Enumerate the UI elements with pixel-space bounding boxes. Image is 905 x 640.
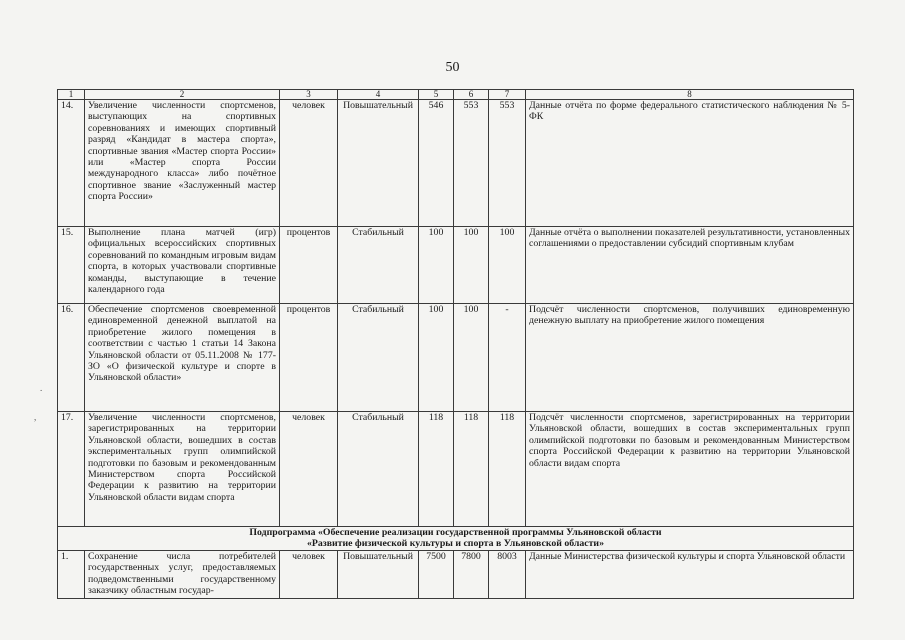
data-source-cell: Данные отчёта о выполнении показателей результативности, установленных соглашениями о предоставлении субсидий спортивным клубам — [526, 227, 854, 304]
value-cell: 118 — [454, 412, 489, 527]
value-cell: 118 — [419, 412, 454, 527]
table-row — [58, 227, 854, 304]
column-number: 7 — [489, 90, 526, 100]
unit-cell: человек — [280, 100, 338, 227]
unit-cell: человек — [280, 551, 338, 599]
unit-cell: процентов — [280, 304, 338, 412]
row-number: 17. — [58, 412, 85, 527]
row-number: 1. — [58, 551, 85, 599]
column-number: 8 — [526, 90, 854, 100]
data-source-cell: Данные Министерства физической культуры и спорта Ульяновской области — [526, 551, 854, 599]
data-source-cell: Подсчёт численности спортсменов, получивших единовременную денежную выплату на приобретение жилого помещения — [526, 304, 854, 412]
indicator-name: Выполнение плана матчей (игр) официальных всероссийских спортивных соревнований по командным игровым видам спорта, в которых участвовали спортивные команды, выступающие в течение календарного года — [85, 227, 280, 304]
subprogram-heading-row — [58, 527, 854, 551]
row-number: 16. — [58, 304, 85, 412]
column-number: 1 — [58, 90, 85, 100]
column-number: 6 — [454, 90, 489, 100]
subprogram-heading-line: «Развитие физической культуры и спорта в Ульяновской области» — [307, 538, 604, 550]
table-row — [58, 100, 854, 227]
indicator-name: Сохранение числа потребителей государственных услуг, предоставляемых подведомственными государственному заказчику областным государ- — [85, 551, 280, 599]
trend-type-cell: Стабильный — [338, 304, 419, 412]
page-number: 50 — [445, 60, 460, 75]
indicators-table — [57, 89, 854, 599]
row-number: 14. — [58, 100, 85, 227]
value-cell: 100 — [489, 227, 526, 304]
value-cell: 7800 — [454, 551, 489, 599]
trend-type-cell: Стабильный — [338, 412, 419, 527]
subprogram-heading-line: Подпрограмма «Обеспечение реализации государственной программы Ульяновской области — [249, 527, 662, 538]
table-row — [58, 551, 854, 599]
data-source-cell: Данные отчёта по форме федерального статистического наблюдения № 5-ФК — [526, 100, 854, 227]
value-cell: 546 — [419, 100, 454, 227]
value-cell: 553 — [454, 100, 489, 227]
table-row — [58, 304, 854, 412]
trend-type-cell: Стабильный — [338, 227, 419, 304]
trend-type-cell: Повышательный — [338, 100, 419, 227]
scan-artifact-mark: , — [34, 412, 37, 422]
value-cell: 118 — [489, 412, 526, 527]
column-number: 3 — [280, 90, 338, 100]
value-cell: 100 — [419, 227, 454, 304]
value-cell: 100 — [454, 304, 489, 412]
value-cell: - — [489, 304, 526, 412]
unit-cell: процентов — [280, 227, 338, 304]
column-number: 2 — [85, 90, 280, 100]
table-row — [58, 412, 854, 527]
unit-cell: человек — [280, 412, 338, 527]
scan-artifact-mark: . — [40, 383, 43, 393]
indicator-name: Увеличение численности спортсменов, зарегистрированных на территории Ульяновской области, вошедших в состав экспериментальных групп олимпийской подготовки по базовым и рекомендованным Министерством спорта Российской Федерации к развитию на территории Ульяновской области видам спорта — [85, 412, 280, 527]
value-cell: 100 — [454, 227, 489, 304]
column-number-row — [58, 90, 854, 100]
value-cell: 100 — [419, 304, 454, 412]
column-number: 4 — [338, 90, 419, 100]
value-cell: 7500 — [419, 551, 454, 599]
value-cell: 553 — [489, 100, 526, 227]
subprogram-heading — [58, 527, 854, 551]
value-cell: 8003 — [489, 551, 526, 599]
indicator-name: Обеспечение спортсменов своевременной единовременной денежной выплатой на приобретение жилого помещения в соответствии с частью 1 статьи 14 Закона Ульяновской области от 05.11.2008 № 177-ЗО «О физической культуре и спорте в Ульяновской области» — [85, 304, 280, 412]
row-number: 15. — [58, 227, 85, 304]
trend-type-cell: Повышательный — [338, 551, 419, 599]
column-number: 5 — [419, 90, 454, 100]
data-source-cell: Подсчёт численности спортсменов, зарегистрированных на территории Ульяновской области, вошедших в состав экспериментальных групп олимпийской подготовки по базовым и рекомендованным Министерством спорта Российской Федерации к развитию на территории Ульяновской области видам спорта — [526, 412, 854, 527]
indicator-name: Увеличение численности спортсменов, выступающих на спортивных соревнованиях и имеющих спортивный разряд «Кандидат в мастера спорта», спортивные звания «Мастер спорта России» или «Мастер спорта России международного класса» либо почётное спортивное звание «Заслуженный мастер спорта России» — [85, 100, 280, 227]
